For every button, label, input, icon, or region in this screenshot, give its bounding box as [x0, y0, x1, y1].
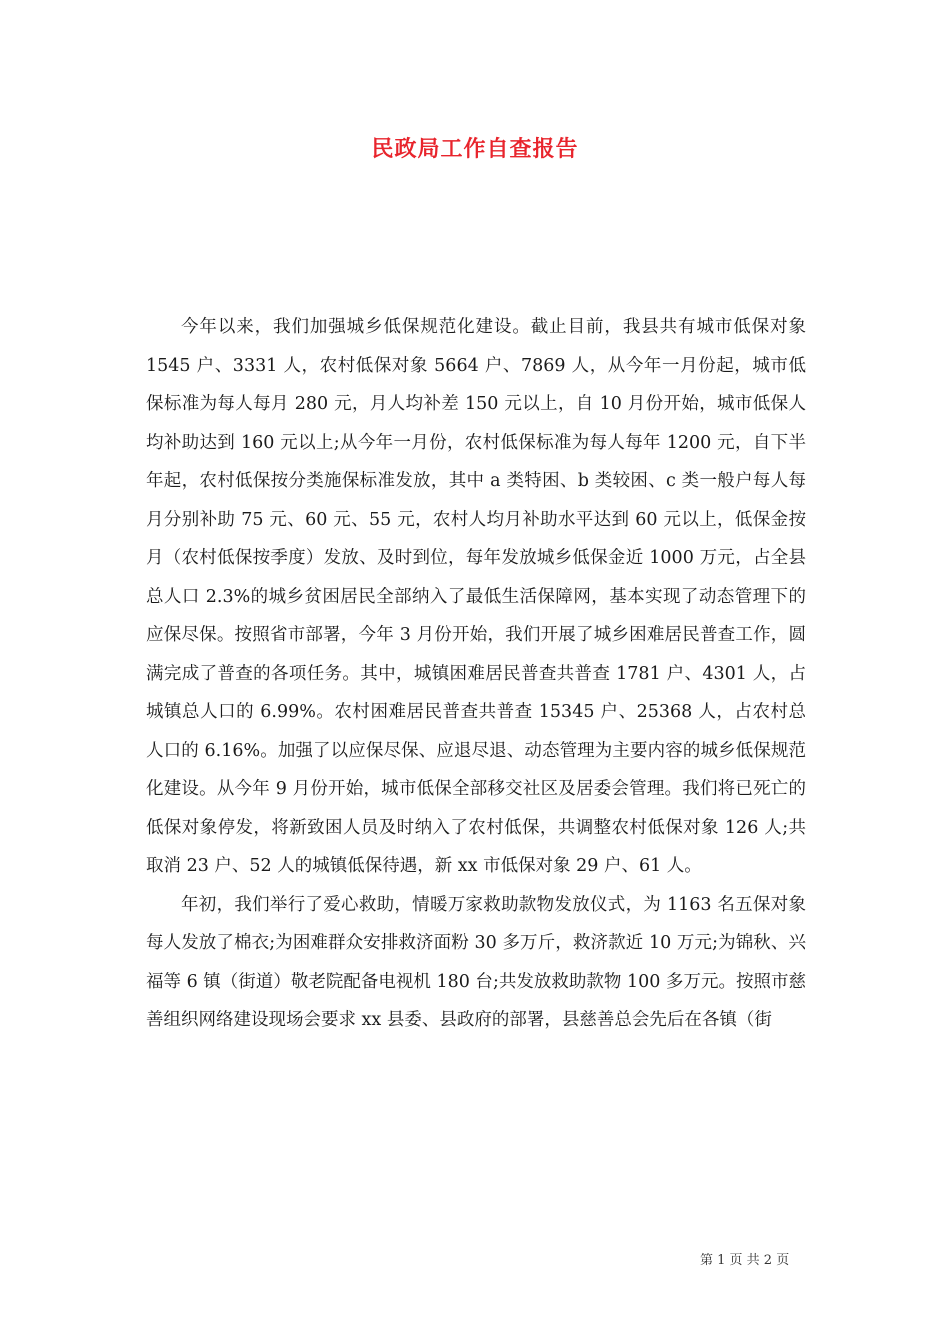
paragraph-1: 今年以来，我们加强城乡低保规范化建设。截止目前，我县共有城市低保对象 1545 户、3331 人，农村低保对象 5664 户、7869 人，从今年一月份起，城市低保标准为每人每月 280 元，月人均补差 150 元以上，自 10 月份开始，城市低保人均补助达到 160 元以上;从今年一月份，农村低保标准为每人每年 1200 元，自下半年起，农村低保按分类施保标准发放，其中 a 类特困、b 类较困、c 类一般户每人每月分别补助 75 元、60 元、55 元，农村人均月补助水平达到 60 元以上，低保金按月（农村低保按季度）发放、及时到位，每年发放城乡低保金近 1000 万元，占全县总人口 2.3%的城乡贫困居民全部纳入了最低生活保障网，基本实现了动态管理下的应保尽保。按照省市部署，今年 3 月份开始，我们开展了城乡困难居民普查工作，圆满完成了普查的各项任务。其中，城镇困难居民普查共普查 1781 户、4301 人，占城镇总人口的 6.99%。农村困难居民普查共普查 15345 户、25368 人，占农村总人口的 6.16%。加强了以应保尽保、应退尽退、动态管理为主要内容的城乡低保规范化建设。从今年 9 月份开始，城市低保全部移交社区及居委会管理。我们将已死亡的低保对象停发，将新致困人员及时纳入了农村低保，共调整农村低保对象 126 人;共取消 23 户、52 人的城镇低保待遇，新 xx 市低保对象 29 户、61 人。: [146, 317, 806, 876]
document-body: [146, 308, 806, 1040]
paragraph-2: 年初，我们举行了爱心救助，情暖万家救助款物发放仪式，为 1163 名五保对象每人发放了棉衣;为困难群众安排救济面粉 30 多万斤，救济款近 10 万元;为锦秋、兴福等 6 镇（街道）敬老院配备电视机 180 台;共发放救助款物 100 多万元。按照市慈善组织网络建设现场会要求 xx 县委、县政府的部署，县慈善总会先后在各镇（街: [146, 894, 806, 1030]
page-number: 第 1 页 共 2 页: [700, 1253, 790, 1268]
document-title: 民政局工作自查报告: [371, 136, 579, 162]
